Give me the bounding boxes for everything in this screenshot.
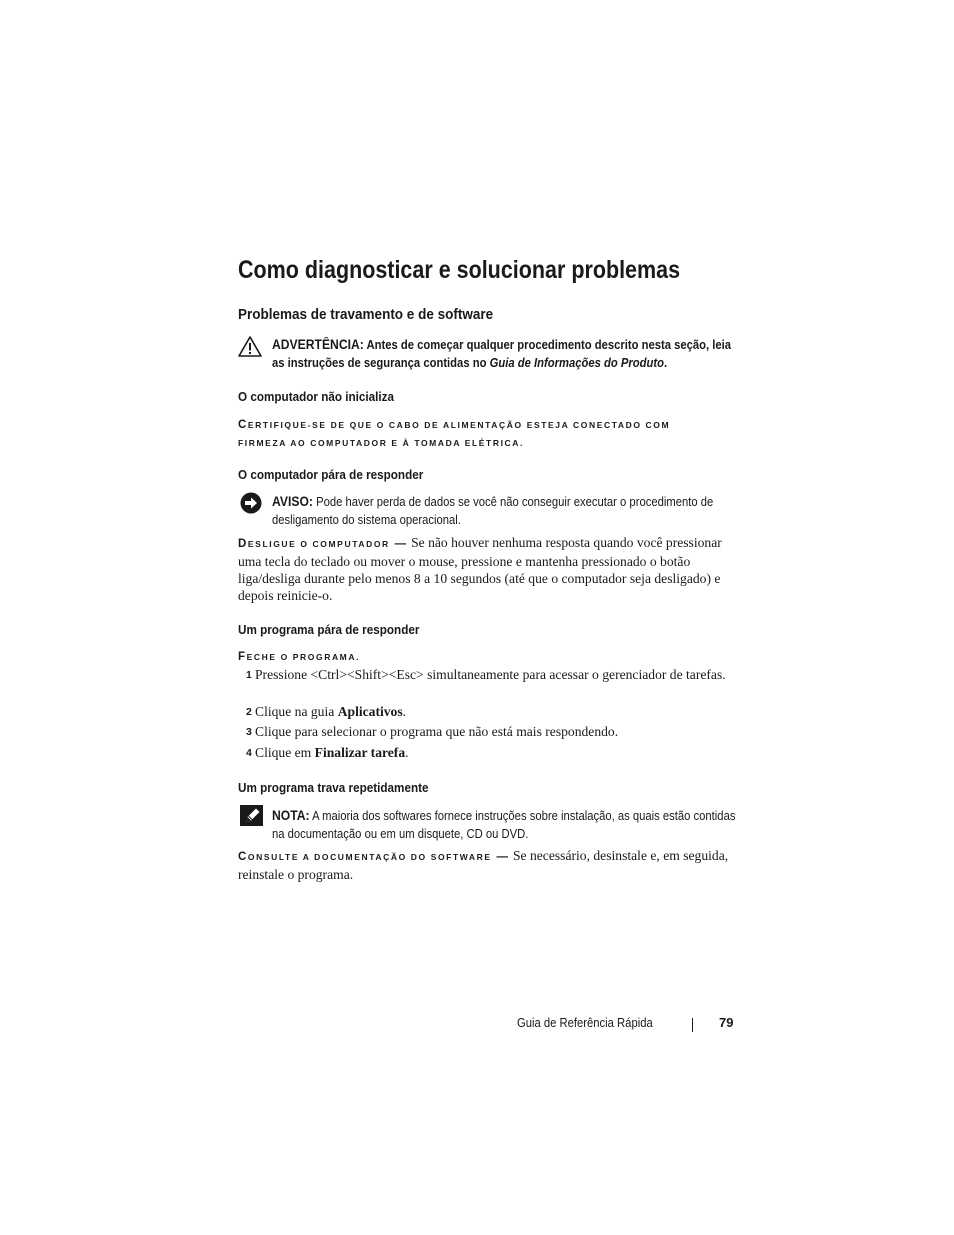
subheading-computer-not-starting: O computador não inicializa (238, 389, 395, 404)
step-text (255, 744, 738, 761)
close-lead-cap: F (238, 651, 247, 663)
subheading-program-crashes-repeatedly: Um programa trava repetidamente (238, 780, 429, 795)
subheading-computer-stops-responding: O computador pára de responder (238, 467, 424, 482)
note-label: NOTA: (272, 808, 310, 823)
list-item (238, 744, 738, 762)
page-number: 79 (719, 1015, 734, 1030)
shutdown-lead-cap: D (238, 538, 248, 550)
step-text-pre: Clique na guia (255, 704, 338, 719)
lead-small-2: SE DE QUE O CABO DE ALIMENTAÇÃO ESTEJA CONECTADO COM (312, 420, 671, 430)
documentation-paragraph (238, 847, 738, 883)
list-item (238, 666, 738, 702)
warning-reference: Guia de Informações do Produto (489, 356, 664, 370)
step-text-bold: Aplicativos (337, 704, 403, 719)
close-program-lead (238, 647, 360, 665)
step-number: 3 (246, 726, 252, 738)
shutdown-lead (238, 535, 408, 550)
shutdown-paragraph (238, 534, 738, 604)
warning-label: ADVERTÊNCIA: (272, 337, 364, 352)
documentation-lead-small: ONSULTE A DOCUMENTAÇÃO DO SOFTWARE (247, 852, 492, 862)
step-text-bold: Finalizar tarefa (314, 745, 406, 760)
step-text-post: . (405, 745, 409, 760)
step-text: Clique para selecionar o programa que não está mais respondendo. (255, 724, 619, 739)
check-cable-lead-line2 (238, 433, 524, 451)
documentation-lead-dash: — (491, 851, 510, 863)
warning-triangle-icon (238, 336, 262, 362)
lead-small-3: FIRMEZA AO COMPUTADOR E À TOMADA ELÉTRICA. (238, 438, 524, 448)
notice-label: AVISO: (272, 494, 313, 509)
notice-arrow-icon (240, 492, 262, 519)
documentation-lead (238, 848, 510, 863)
lead-cap-c: C (238, 419, 248, 431)
documentation-body: Se necessário, desinstale e, em seguida, reinstale o programa. (238, 848, 729, 882)
step-number: 2 (246, 706, 252, 718)
shutdown-lead-dash: — (389, 538, 408, 550)
notice-note (272, 493, 740, 529)
notice-text: Pode haver perda de dados se você não conseguir executar o procedimento de desligamento do sistema operacional. (272, 495, 714, 527)
lead-small-1: ERTIFIQUE (247, 420, 308, 430)
step-text (255, 703, 738, 720)
step-text-post: . (402, 704, 407, 719)
step-text-pre: Clique em (255, 745, 315, 760)
warning-end: . (663, 356, 668, 370)
note-pencil-icon (240, 805, 263, 831)
footer-guide-title: Guia de Referência Rápida (517, 1016, 653, 1030)
check-cable-lead (238, 415, 670, 433)
section-heading: Problemas de travamento e de software (238, 306, 494, 323)
footer-separator (692, 1018, 693, 1032)
note-text: A maioria dos softwares fornece instruções sobre instalação, as quais estão contidas na documentação ou em um disquete, CD ou DVD. (272, 809, 736, 841)
documentation-lead-cap: C (238, 851, 248, 863)
list-item (238, 723, 738, 741)
note-box (272, 807, 740, 843)
subheading-program-stops-responding: Um programa pára de responder (238, 622, 420, 637)
warning-note (272, 336, 740, 372)
step-number: 4 (246, 747, 252, 759)
step-text: Pressione <Ctrl><Shift><Esc> simultaneamente para acessar o gerenciador de tarefas. (255, 667, 726, 682)
step-number: 1 (246, 669, 252, 681)
close-lead-small: ECHE O PROGRAMA. (246, 652, 361, 662)
shutdown-lead-small: ESLIGUE O COMPUTADOR (247, 539, 390, 549)
list-item (238, 703, 738, 721)
warning-text: Antes de começar qualquer procedimento descrito nesta seção, leia as instruções de segurança contidas no (272, 338, 732, 370)
lead-hyphen: - (307, 420, 313, 430)
shutdown-body: Se não houver nenhuma resposta quando você pressionar uma tecla do teclado ou mover o mouse, pressione e mantenha pressionado o botão liga/desliga durante pelo menos 8 a 10 segundos (até que o computador seja desligado) e depois reinicie-o. (238, 535, 722, 603)
page-title: Como diagnosticar e solucionar problemas (238, 256, 681, 284)
